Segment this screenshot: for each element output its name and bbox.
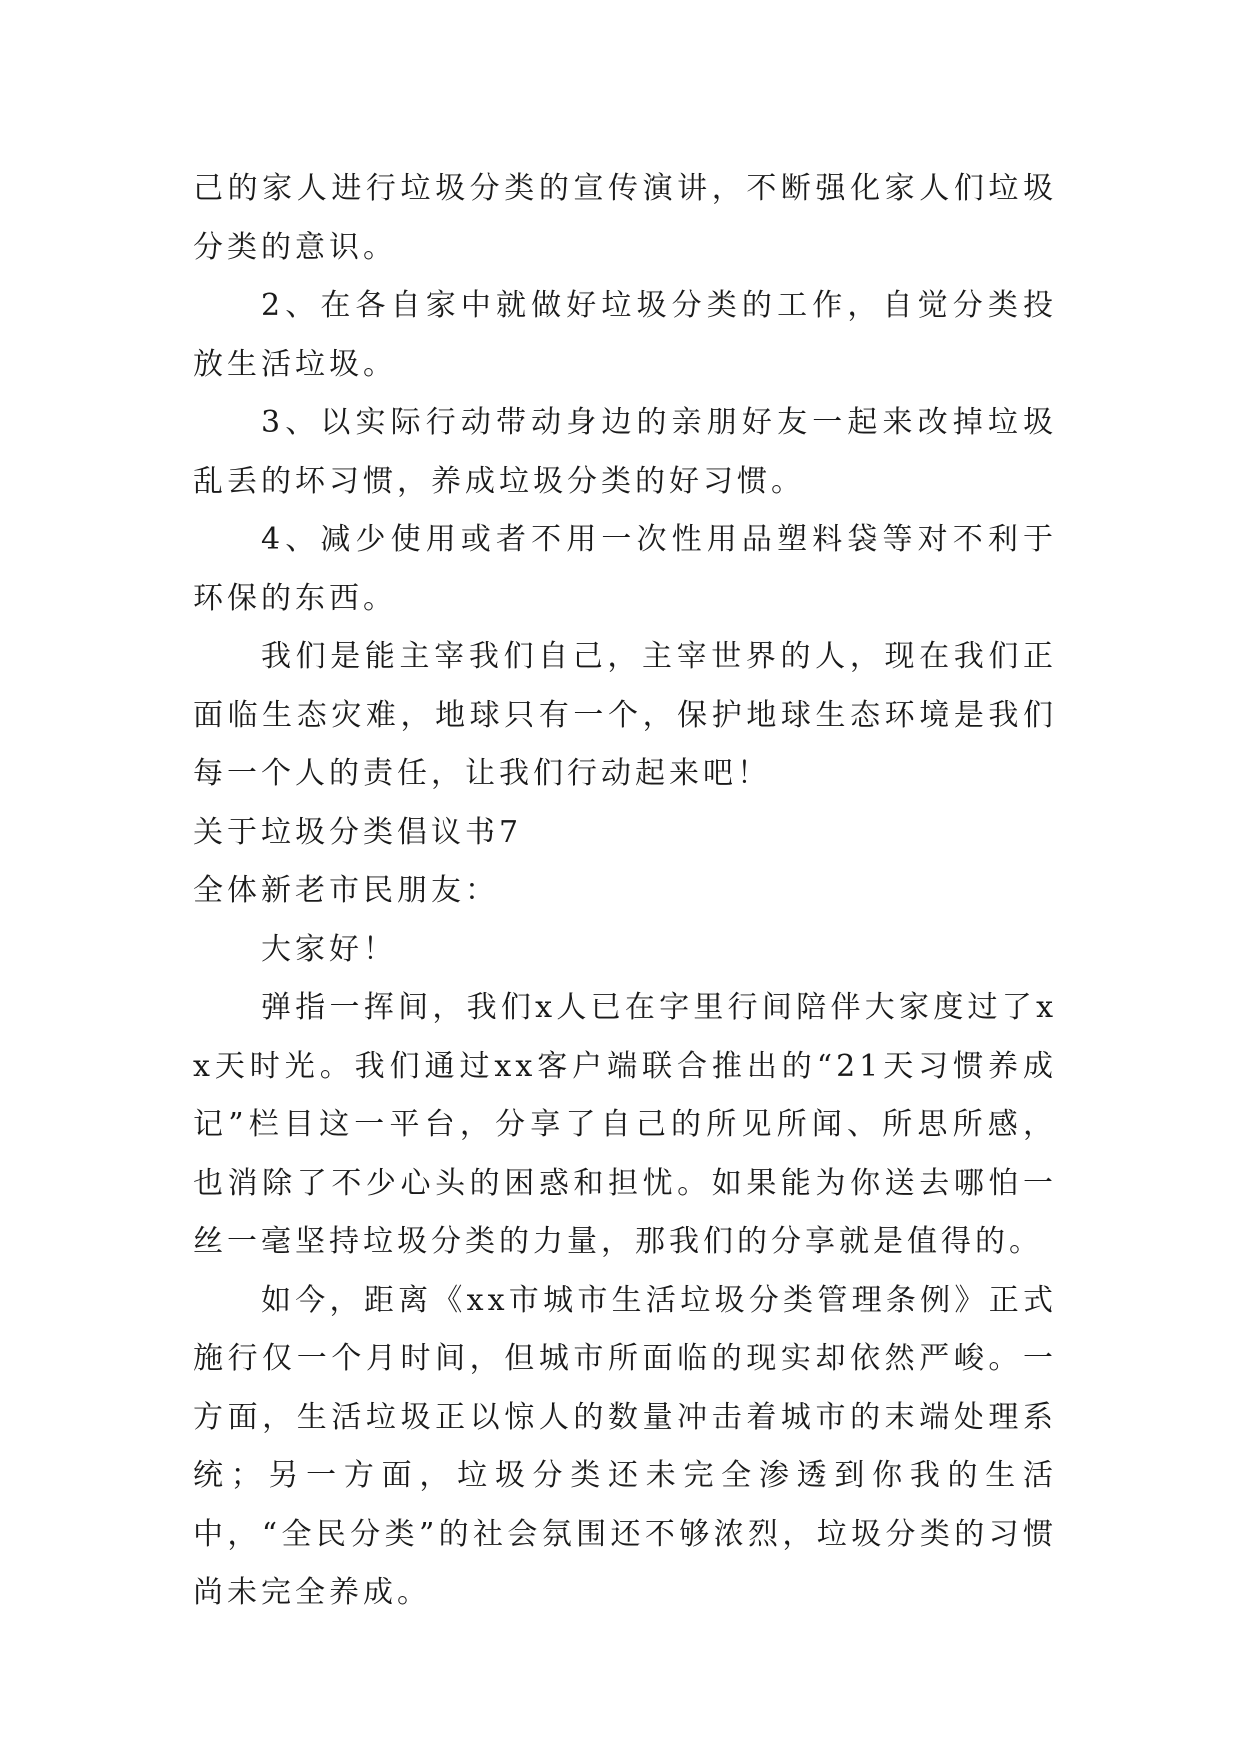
paragraph-continuation: 己的家人进行垃圾分类的宣传演讲，不断强化家人们垃圾分类的意识。 bbox=[193, 171, 1057, 265]
paragraph-body-2: 如今，距离《xx市城市生活垃圾分类管理条例》正式施行仅一个月时间，但城市所面临的现实却依然严峻。一方面，生活垃圾正以惊人的数量冲击着城市的末端处理系统；另一方面，垃圾分类还未完全渗透到你我的生活中，“全民分类”的社会氛围还不够浓烈，垃圾分类的习惯尚未完全养成。 bbox=[193, 1282, 1057, 1610]
paragraph-closing-call: 我们是能主宰我们自己，主宰世界的人，现在我们正面临生态灾难，地球只有一个，保护地球生态环境是我们每一个人的责任，让我们行动起来吧！ bbox=[193, 639, 1057, 791]
paragraph-item-4: 4、减少使用或者不用一次性用品塑料袋等对不利于环保的东西。 bbox=[193, 522, 1057, 616]
paragraph-body-1: 弹指一挥间，我们x人已在字里行间陪伴大家度过了xx天时光。我们通过xx客户端联合推出的“21天习惯养成记”栏目这一平台，分享了自己的所见所闻、所思所感，也消除了不少心头的困惑和担忧。如果能为你送去哪怕一丝一毫坚持垃圾分类的力量，那我们的分享就是值得的。 bbox=[193, 990, 1057, 1259]
greeting: 大家好！ bbox=[261, 931, 397, 967]
salutation: 全体新老市民朋友： bbox=[193, 873, 499, 908]
section-title: 关于垃圾分类倡议书7 bbox=[193, 814, 523, 850]
document-page bbox=[193, 160, 1057, 1623]
paragraph-item-2: 2、在各自家中就做好垃圾分类的工作，自觉分类投放生活垃圾。 bbox=[193, 288, 1057, 382]
paragraph-item-3: 3、以实际行动带动身边的亲朋好友一起来改掉垃圾乱丢的坏习惯，养成垃圾分类的好习惯。 bbox=[193, 405, 1057, 499]
